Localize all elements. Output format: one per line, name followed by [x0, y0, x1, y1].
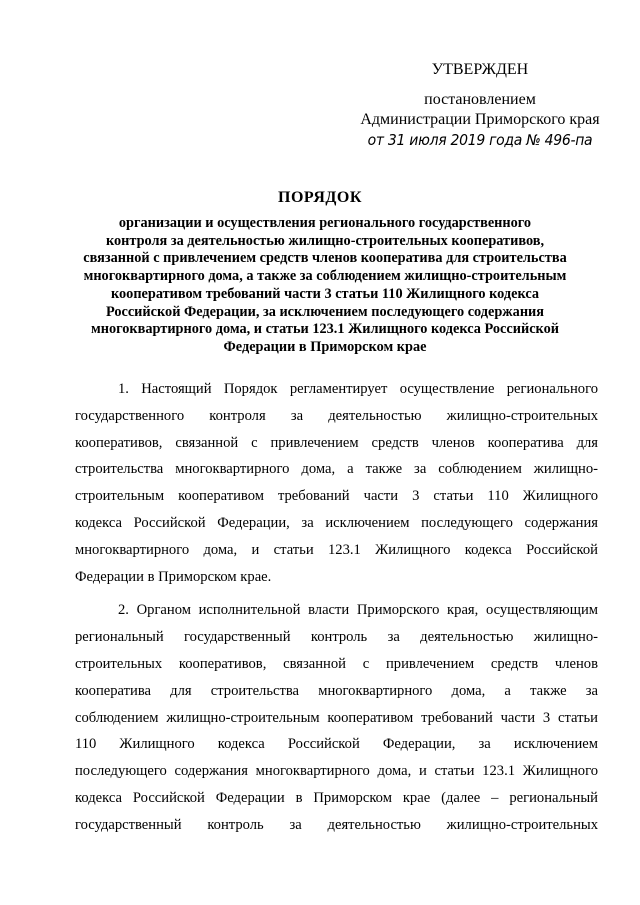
approval-block [355, 60, 605, 151]
approval-line-2: Администрации Приморского края [360, 111, 600, 128]
paragraph-line: кодекса Российской Федерации, за исключением последующего содержания [75, 514, 598, 531]
paragraph-line: соблюдением жилищно-строительным кооперативом требований части 3 статьи [75, 709, 598, 726]
subtitle-line: кооперативом требований части 3 статьи 110 Жилищного кодекса [110, 285, 540, 302]
paragraph-line: 1. Настоящий Порядок регламентирует осуществление регионального [118, 381, 598, 397]
subtitle-line: Российской Федерации, за исключением последующего содержания [105, 303, 545, 320]
paragraph-line: кодекса Российской Федерации в Приморском крае (далее – региональный [75, 789, 598, 806]
subtitle-line: Федерации в Приморском крае [223, 338, 427, 355]
paragraph-line: государственный контроль за деятельностью жилищно-строительных [75, 816, 598, 833]
paragraph-line: кооперативов, связанной с привлечением средств членов кооператива для [75, 434, 598, 451]
paragraph-line: государственного контроля за деятельностью жилищно-строительных [75, 407, 598, 424]
approval-heading: УТВЕРЖДЕН [431, 61, 529, 78]
paragraph-line: Федерации в Приморском крае. [75, 568, 272, 585]
paragraph-line: строительным кооперативом требований части 3 статьи 110 Жилищного [75, 488, 598, 505]
paragraph-line: строительства многоквартирного дома, а также за соблюдением жилищно- [75, 461, 598, 478]
document-subtitle [75, 215, 575, 357]
document-title: ПОРЯДОК [278, 189, 362, 206]
paragraph-line: региональный государственный контроль за деятельностью жилищно- [75, 629, 598, 646]
paragraph-line: многоквартирного дома, и статьи 123.1 Жилищного кодекса Российской [75, 541, 598, 558]
subtitle-line: связанной с привлечением средств членов кооператива для строительства [83, 250, 567, 267]
subtitle-line: контроля за деятельностью жилищно-строительных кооперативов, [105, 232, 545, 249]
subtitle-line: многоквартирного дома, и статьи 123.1 Жилищного кодекса Российской [91, 321, 559, 338]
subtitle-line: организации и осуществления регионального государственного [118, 215, 532, 231]
paragraph-line: 2. Органом исполнительной власти Приморского края, осуществляющим [118, 602, 598, 619]
paragraph-line: последующего содержания многоквартирного дома, и статьи 123.1 Жилищного [75, 763, 598, 780]
document-body [75, 376, 598, 839]
subtitle-line: многоквартирного дома, а также за соблюдением жилищно-строительным [83, 268, 567, 285]
paragraph-1 [75, 376, 598, 590]
paragraph-line: кооператива для строительства многоквартирного дома, а также за [75, 682, 598, 699]
approval-date-stamp: от 31 июля 2019 года № 496-па [367, 132, 593, 150]
paragraph-line: строительных кооперативов, связанной с привлечением средств членов [75, 655, 598, 672]
approval-line-1: постановлением [424, 91, 536, 108]
paragraph-2 [75, 597, 598, 838]
paragraph-line: 110 Жилищного кодекса Российской Федерации, за исключением [75, 736, 598, 753]
